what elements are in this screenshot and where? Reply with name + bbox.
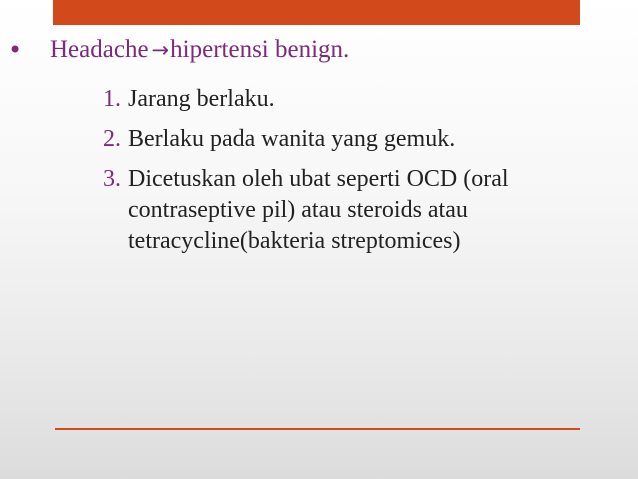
list-item [103,124,623,155]
top-accent-bar [53,0,580,25]
list-item [103,84,623,115]
list-item [103,164,623,257]
list-item-number: 3. [103,166,121,192]
list-item-text: Dicetuskan oleh ubat seperti OCD (oral contraseptive pil) atau steroids atau tetracycline(bakteria streptomices) [128,166,509,254]
list-item-text: Berlaku pada wanita yang gemuk. [128,126,456,152]
list-item-text: Jarang berlaku. [128,86,275,112]
bottom-divider [55,428,580,430]
numbered-list [103,84,623,266]
main-bullet [8,32,349,68]
arrow-icon: → [151,38,170,62]
bullet-icon: • [8,36,23,64]
bullet-text [50,36,349,64]
bullet-text-after: hipertensi benign. [170,36,350,63]
bullet-text-before: Headache [50,36,149,63]
list-item-number: 1. [103,86,121,112]
list-item-number: 2. [103,126,121,152]
